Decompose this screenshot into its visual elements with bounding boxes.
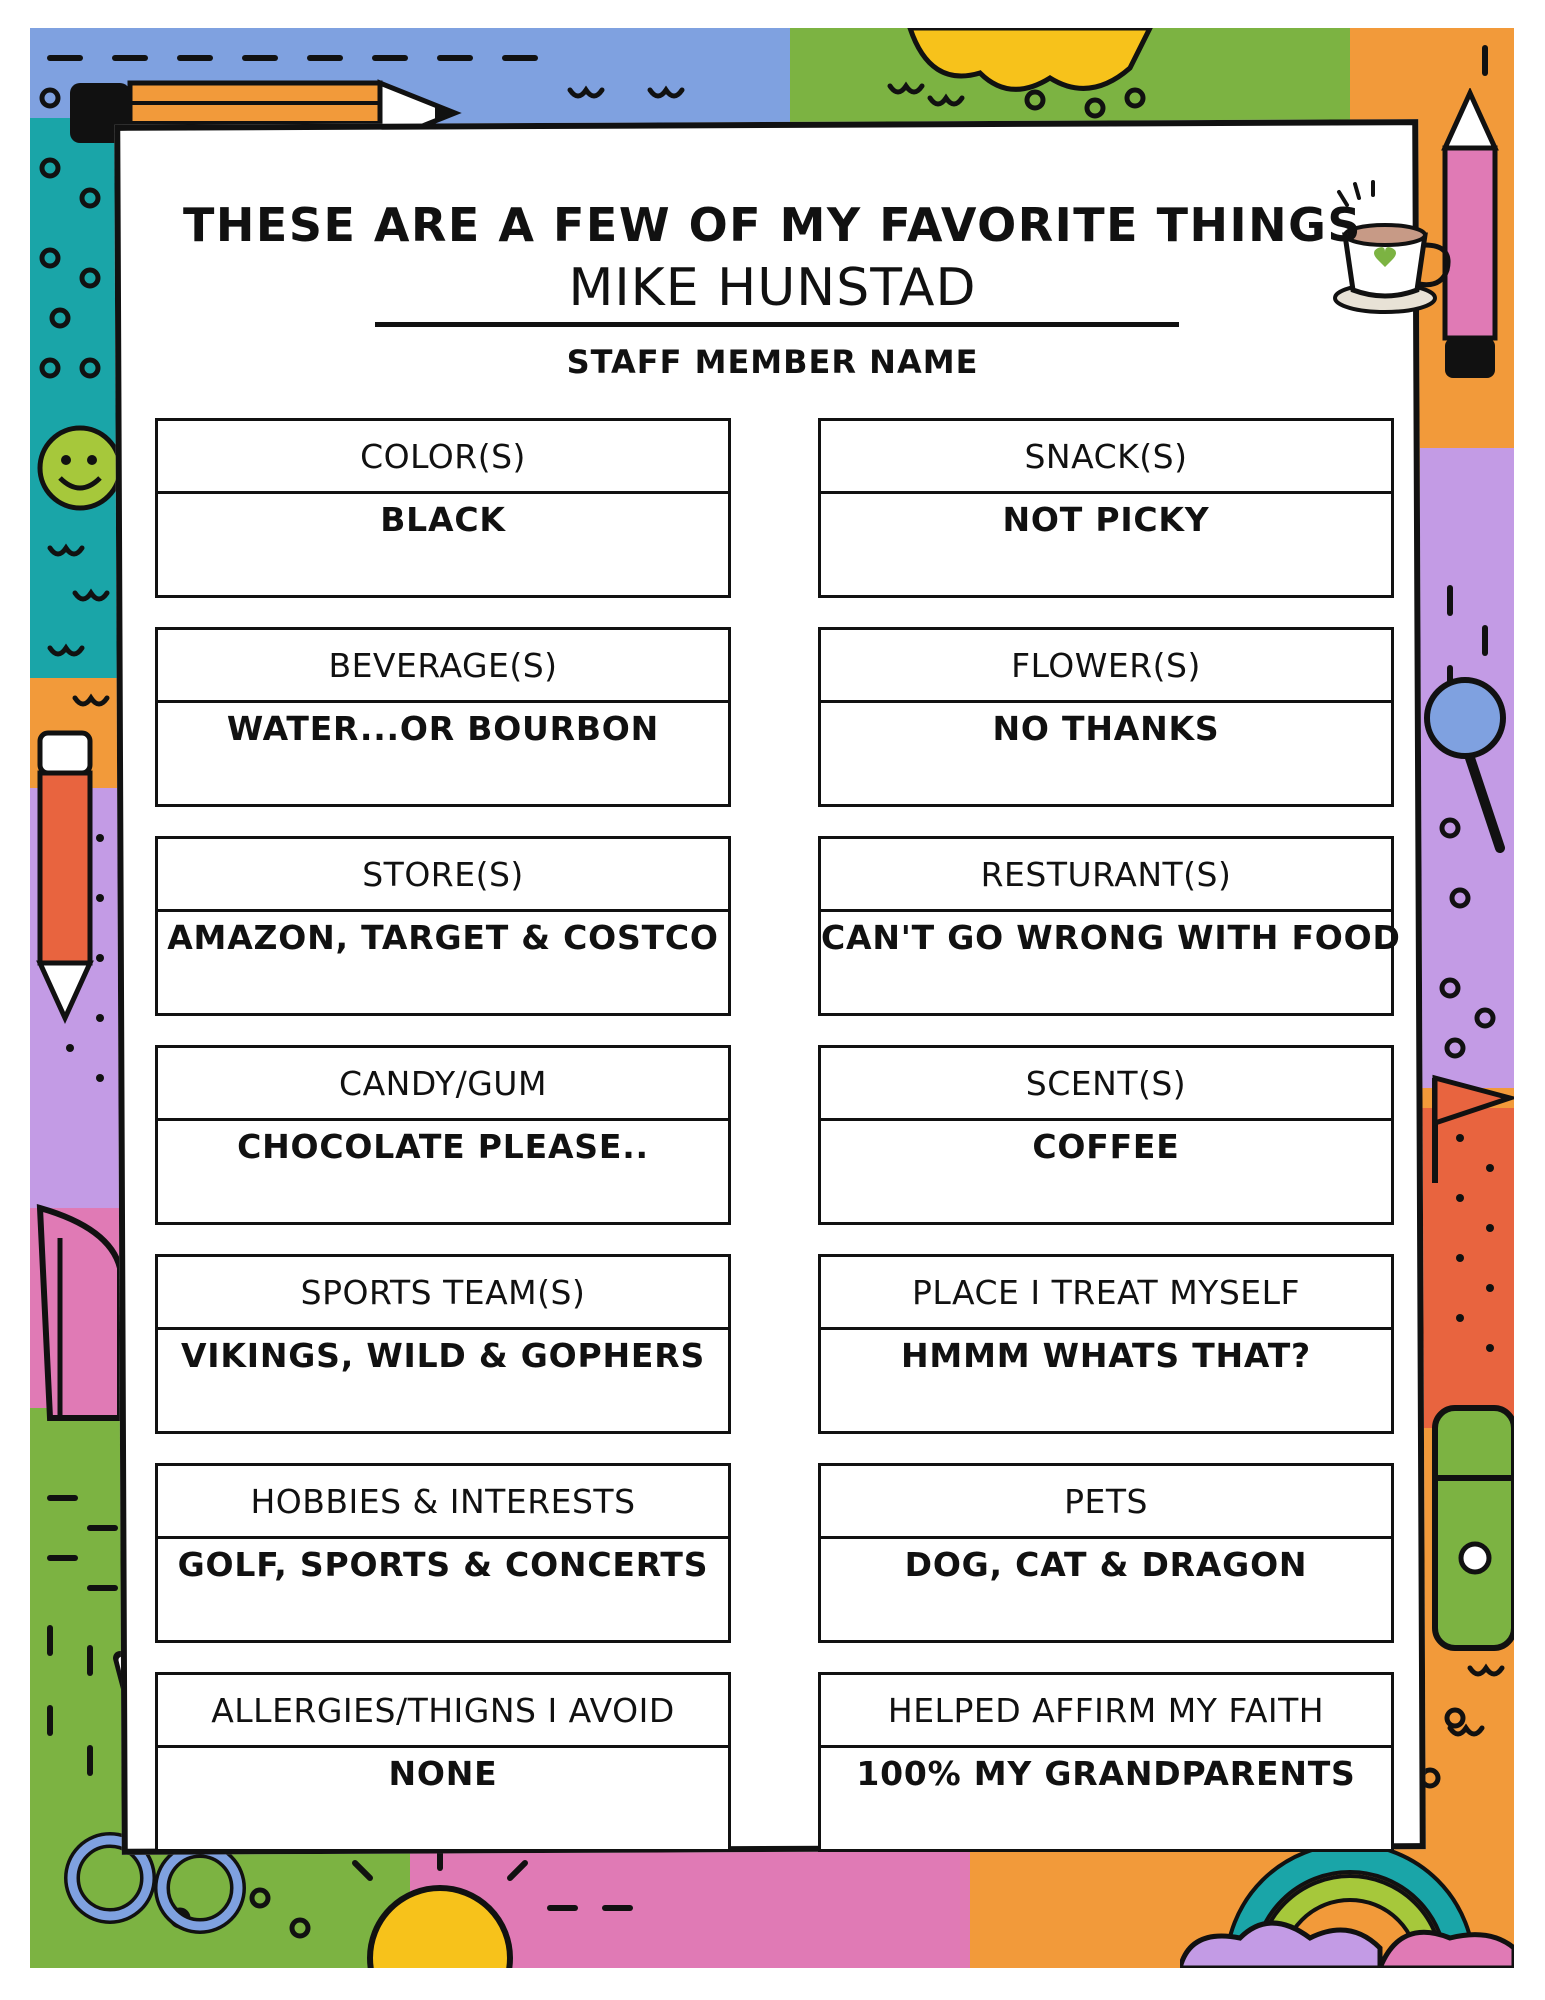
- favorite-value: NONE: [388, 1754, 498, 1793]
- favorite-value: WATER...OR BOURBON: [226, 709, 660, 748]
- favorite-label: PLACE I TREAT MYSELF: [821, 1257, 1391, 1330]
- favorite-value: GOLF, SPORTS & CONCERTS: [177, 1545, 709, 1584]
- favorite-value: CHOCOLATE PLEASE..: [237, 1127, 649, 1166]
- favorite-label: STORE(S): [158, 839, 728, 912]
- favorite-value: VIKINGS, WILD & GOPHERS: [180, 1336, 706, 1375]
- favorite-label: FLOWER(S): [821, 630, 1391, 703]
- page-title: THESE ARE A FEW OF MY FAVORITE THINGS: [183, 198, 1362, 252]
- favorite-value: DOG, CAT & DRAGON: [904, 1545, 1308, 1584]
- staff-name-caption: STAFF MEMBER NAME: [566, 343, 979, 381]
- favorite-label: RESTURANT(S): [821, 839, 1391, 912]
- favorite-value: COFFEE: [1032, 1127, 1180, 1166]
- favorite-value: AMAZON, TARGET & COSTCO: [167, 918, 719, 957]
- favorite-value: CAN'T GO WRONG WITH FOOD: [821, 918, 1401, 957]
- favorite-box-allergies: [155, 1672, 731, 1852]
- favorite-box-hobbies: [155, 1463, 731, 1643]
- favorite-box-snacks: [818, 418, 1394, 598]
- favorite-label: SCENT(S): [821, 1048, 1391, 1121]
- pencil-left-icon: [30, 728, 100, 1028]
- flag-icon: [1420, 1068, 1514, 1188]
- favorite-label: SPORTS TEAM(S): [158, 1257, 728, 1330]
- favorite-box-treat-place: [818, 1254, 1394, 1434]
- favorite-box-beverages: [155, 627, 731, 807]
- favorite-label: HELPED AFFIRM MY FAITH: [821, 1675, 1391, 1748]
- staff-name: MIKE HUNSTAD: [568, 258, 977, 318]
- favorite-box-faith: [818, 1672, 1394, 1852]
- favorite-value: BLACK: [380, 500, 506, 539]
- favorite-box-restaurants: [818, 836, 1401, 1016]
- favorite-label: PETS: [821, 1466, 1391, 1539]
- favorite-label: CANDY/GUM: [158, 1048, 728, 1121]
- favorite-label: ALLERGIES/THIGNS I AVOID: [158, 1675, 728, 1748]
- cloud-icon: [900, 28, 1160, 108]
- favorite-value: HMMM WHATS THAT?: [901, 1336, 1311, 1375]
- favorite-box-stores: [155, 836, 731, 1016]
- favorite-box-colors: [155, 418, 731, 598]
- name-underline: [375, 322, 1179, 327]
- favorite-box-pets: [818, 1463, 1394, 1643]
- favorite-box-scents: [818, 1045, 1394, 1225]
- favorite-value: NO THANKS: [992, 709, 1220, 748]
- favorite-value: NOT PICKY: [1002, 500, 1210, 539]
- favorite-value: 100% MY GRANDPARENTS: [856, 1754, 1356, 1793]
- stapler-icon: [30, 1198, 130, 1438]
- favorite-label: HOBBIES & INTERESTS: [158, 1466, 728, 1539]
- favorite-label: COLOR(S): [158, 421, 728, 494]
- favorite-box-flowers: [818, 627, 1394, 807]
- magnifier-icon: [1410, 668, 1514, 868]
- purple-cloud-icon: [1180, 1908, 1514, 1968]
- favorite-label: SNACK(S): [821, 421, 1391, 494]
- bag-icon: [1425, 1398, 1514, 1658]
- favorite-label: BEVERAGE(S): [158, 630, 728, 703]
- favorite-box-sports-teams: [155, 1254, 731, 1434]
- favorite-box-candy: [155, 1045, 731, 1225]
